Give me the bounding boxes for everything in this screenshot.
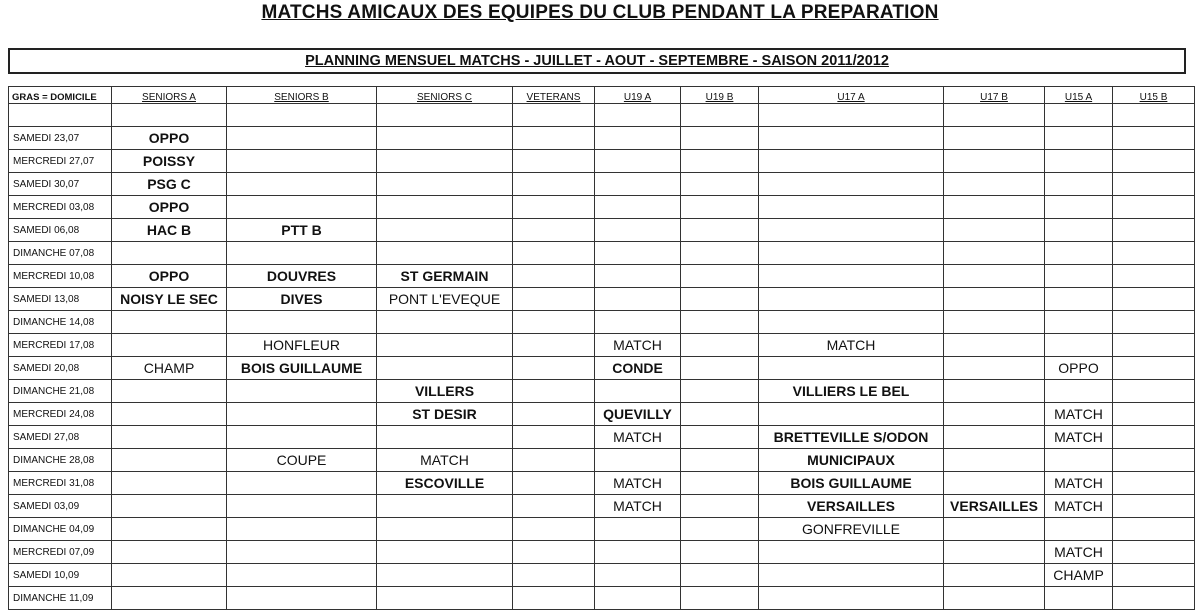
match-cell: CONDE: [595, 357, 681, 380]
match-cell: [759, 541, 944, 564]
table-row: [9, 242, 1195, 265]
match-cell: [227, 426, 377, 449]
column-header: U17 A: [759, 87, 944, 104]
match-cell: [759, 196, 944, 219]
table-row: [9, 541, 1195, 564]
table-row: [9, 150, 1195, 173]
table-row: [9, 587, 1195, 610]
match-cell: [944, 265, 1045, 288]
date-cell: MERCREDI 24,08: [9, 403, 112, 426]
spacer-cell: [1045, 104, 1113, 127]
date-cell: SAMEDI 30,07: [9, 173, 112, 196]
match-cell: [112, 403, 227, 426]
match-cell: [681, 403, 759, 426]
match-cell: OPPO: [112, 127, 227, 150]
match-cell: [513, 587, 595, 610]
date-cell: SAMEDI 10,09: [9, 564, 112, 587]
date-cell: DIMANCHE 04,09: [9, 518, 112, 541]
match-cell: [595, 541, 681, 564]
match-cell: [513, 242, 595, 265]
match-cell: [112, 449, 227, 472]
date-cell: MERCREDI 10,08: [9, 265, 112, 288]
table-row: [9, 449, 1195, 472]
match-cell: [1113, 541, 1195, 564]
match-cell: [595, 242, 681, 265]
match-cell: NOISY LE SEC: [112, 288, 227, 311]
date-cell: MERCREDI 17,08: [9, 334, 112, 357]
match-cell: MATCH: [1045, 541, 1113, 564]
match-cell: [681, 334, 759, 357]
match-cell: [1113, 173, 1195, 196]
match-cell: [681, 288, 759, 311]
match-cell: [1045, 518, 1113, 541]
table-row: [9, 426, 1195, 449]
match-cell: [595, 564, 681, 587]
match-cell: [1045, 173, 1113, 196]
table-header-row: [9, 87, 1195, 104]
match-cell: PONT L'EVEQUE: [377, 288, 513, 311]
match-cell: [759, 127, 944, 150]
match-cell: [1113, 127, 1195, 150]
match-cell: MATCH: [1045, 403, 1113, 426]
match-cell: [513, 495, 595, 518]
match-cell: MATCH: [595, 472, 681, 495]
match-cell: [944, 426, 1045, 449]
match-cell: [759, 242, 944, 265]
match-cell: [681, 541, 759, 564]
match-cell: [227, 127, 377, 150]
match-cell: [595, 219, 681, 242]
table-row: [9, 265, 1195, 288]
match-cell: [377, 426, 513, 449]
match-cell: MUNICIPAUX: [759, 449, 944, 472]
spacer-cell: [9, 104, 112, 127]
match-cell: MATCH: [595, 426, 681, 449]
column-header: U15 A: [1045, 87, 1113, 104]
match-cell: [1113, 288, 1195, 311]
match-cell: [681, 242, 759, 265]
match-cell: DIVES: [227, 288, 377, 311]
column-header: U19 B: [681, 87, 759, 104]
match-cell: [377, 541, 513, 564]
table-row: [9, 311, 1195, 334]
match-cell: ESCOVILLE: [377, 472, 513, 495]
match-cell: [944, 242, 1045, 265]
table-row: [9, 219, 1195, 242]
match-cell: [377, 334, 513, 357]
column-header: U19 A: [595, 87, 681, 104]
match-cell: [1045, 449, 1113, 472]
match-cell: [227, 380, 377, 403]
match-cell: HONFLEUR: [227, 334, 377, 357]
match-cell: [227, 472, 377, 495]
match-cell: MATCH: [595, 495, 681, 518]
match-cell: [681, 311, 759, 334]
match-cell: [759, 219, 944, 242]
match-cell: [1113, 334, 1195, 357]
match-cell: [681, 357, 759, 380]
match-cell: [759, 288, 944, 311]
spacer-cell: [595, 104, 681, 127]
match-cell: [944, 403, 1045, 426]
table-row: [9, 196, 1195, 219]
match-cell: [513, 380, 595, 403]
match-cell: [377, 587, 513, 610]
match-cell: VERSAILLES: [759, 495, 944, 518]
match-cell: [1045, 127, 1113, 150]
spacer-cell: [681, 104, 759, 127]
match-cell: [595, 518, 681, 541]
match-cell: [681, 380, 759, 403]
match-cell: [681, 564, 759, 587]
match-cell: [1113, 587, 1195, 610]
match-cell: [513, 564, 595, 587]
date-cell: DIMANCHE 21,08: [9, 380, 112, 403]
spacer-cell: [513, 104, 595, 127]
match-cell: [112, 564, 227, 587]
match-cell: [595, 196, 681, 219]
match-cell: [227, 173, 377, 196]
match-cell: VILLIERS LE BEL: [759, 380, 944, 403]
match-cell: [112, 242, 227, 265]
match-cell: [227, 518, 377, 541]
match-cell: [377, 127, 513, 150]
match-cell: [1113, 150, 1195, 173]
match-cell: [227, 311, 377, 334]
match-cell: [759, 265, 944, 288]
match-cell: [112, 426, 227, 449]
table-row: [9, 288, 1195, 311]
match-cell: [681, 127, 759, 150]
match-cell: [681, 472, 759, 495]
match-cell: MATCH: [1045, 472, 1113, 495]
match-cell: [1045, 380, 1113, 403]
match-cell: [944, 357, 1045, 380]
match-cell: [1113, 196, 1195, 219]
date-cell: SAMEDI 23,07: [9, 127, 112, 150]
match-cell: [1113, 219, 1195, 242]
match-cell: [377, 173, 513, 196]
date-cell: DIMANCHE 14,08: [9, 311, 112, 334]
match-cell: [681, 518, 759, 541]
match-cell: [1113, 265, 1195, 288]
match-cell: [1045, 150, 1113, 173]
match-cell: [227, 403, 377, 426]
match-cell: [1045, 265, 1113, 288]
match-cell: [595, 380, 681, 403]
match-cell: MATCH: [595, 334, 681, 357]
match-cell: [112, 311, 227, 334]
match-cell: [227, 196, 377, 219]
match-cell: VILLERS: [377, 380, 513, 403]
match-cell: [513, 449, 595, 472]
match-cell: [944, 196, 1045, 219]
date-cell: SAMEDI 06,08: [9, 219, 112, 242]
match-cell: [112, 518, 227, 541]
match-cell: [1113, 242, 1195, 265]
match-cell: [1045, 587, 1113, 610]
match-cell: VERSAILLES: [944, 495, 1045, 518]
match-cell: [1045, 242, 1113, 265]
match-cell: [227, 564, 377, 587]
spacer-cell: [1113, 104, 1195, 127]
table-row: [9, 357, 1195, 380]
table-row: [9, 564, 1195, 587]
match-cell: [759, 173, 944, 196]
match-cell: [513, 219, 595, 242]
table-body: [9, 104, 1195, 610]
match-cell: BOIS GUILLAUME: [759, 472, 944, 495]
match-cell: [681, 196, 759, 219]
date-cell: SAMEDI 27,08: [9, 426, 112, 449]
match-cell: [377, 242, 513, 265]
match-cell: [513, 403, 595, 426]
match-cell: [681, 449, 759, 472]
match-cell: MATCH: [759, 334, 944, 357]
match-cell: DOUVRES: [227, 265, 377, 288]
date-cell: DIMANCHE 28,08: [9, 449, 112, 472]
match-cell: [681, 426, 759, 449]
page-title: MATCHS AMICAUX DES EQUIPES DU CLUB PENDANT LA PREPARATION: [261, 2, 939, 23]
match-cell: [1045, 311, 1113, 334]
match-cell: HAC B: [112, 219, 227, 242]
table-row: [9, 495, 1195, 518]
spacer-cell: [227, 104, 377, 127]
match-cell: [513, 288, 595, 311]
match-cell: [681, 265, 759, 288]
column-header: SENIORS B: [227, 87, 377, 104]
match-cell: [944, 311, 1045, 334]
match-cell: [513, 357, 595, 380]
match-cell: OPPO: [1045, 357, 1113, 380]
column-header: U15 B: [1113, 87, 1195, 104]
date-cell: MERCREDI 27,07: [9, 150, 112, 173]
match-cell: [513, 196, 595, 219]
match-cell: [595, 173, 681, 196]
match-cell: [112, 472, 227, 495]
planning-subtitle-text: PLANNING MENSUEL MATCHS - JUILLET - AOUT - SEPTEMBRE - SAISON 2011/2012: [305, 53, 889, 69]
match-cell: [944, 472, 1045, 495]
match-cell: [513, 150, 595, 173]
match-cell: OPPO: [112, 265, 227, 288]
match-cell: MATCH: [1045, 495, 1113, 518]
match-cell: ST GERMAIN: [377, 265, 513, 288]
match-cell: [1113, 518, 1195, 541]
match-cell: [513, 334, 595, 357]
column-header: SENIORS A: [112, 87, 227, 104]
match-cell: [1045, 219, 1113, 242]
match-cell: OPPO: [112, 196, 227, 219]
table-row: [9, 173, 1195, 196]
match-cell: [513, 173, 595, 196]
match-cell: [112, 541, 227, 564]
table-row: [9, 127, 1195, 150]
match-cell: [377, 495, 513, 518]
match-cell: [1113, 449, 1195, 472]
match-cell: [513, 265, 595, 288]
table-row: [9, 403, 1195, 426]
date-cell: MERCREDI 03,08: [9, 196, 112, 219]
date-cell: DIMANCHE 11,09: [9, 587, 112, 610]
match-cell: [595, 288, 681, 311]
match-cell: [595, 311, 681, 334]
match-cell: BOIS GUILLAUME: [227, 357, 377, 380]
match-cell: [944, 449, 1045, 472]
table-row: [9, 380, 1195, 403]
match-cell: [944, 564, 1045, 587]
match-cell: [681, 219, 759, 242]
match-cell: CHAMP: [112, 357, 227, 380]
match-cell: [377, 150, 513, 173]
match-cell: COUPE: [227, 449, 377, 472]
spacer-cell: [759, 104, 944, 127]
date-cell: MERCREDI 07,09: [9, 541, 112, 564]
match-cell: [377, 196, 513, 219]
column-header-legend: GRAS = DOMICILE: [9, 87, 112, 104]
match-cell: [681, 173, 759, 196]
match-cell: PSG C: [112, 173, 227, 196]
match-cell: [513, 541, 595, 564]
match-cell: [1045, 334, 1113, 357]
match-cell: [595, 150, 681, 173]
match-cell: [944, 288, 1045, 311]
match-cell: [759, 150, 944, 173]
match-cell: [112, 380, 227, 403]
match-cell: [377, 311, 513, 334]
match-cell: [227, 242, 377, 265]
match-cell: [1113, 426, 1195, 449]
match-cell: [944, 334, 1045, 357]
match-cell: QUEVILLY: [595, 403, 681, 426]
match-cell: [944, 150, 1045, 173]
planning-subtitle: [8, 48, 1186, 74]
match-cell: [377, 564, 513, 587]
match-cell: [112, 587, 227, 610]
date-cell: SAMEDI 03,09: [9, 495, 112, 518]
match-cell: [759, 403, 944, 426]
date-cell: MERCREDI 31,08: [9, 472, 112, 495]
spacer-cell: [944, 104, 1045, 127]
match-cell: [513, 518, 595, 541]
table-row: [9, 518, 1195, 541]
spacer-cell: [377, 104, 513, 127]
match-cell: [227, 587, 377, 610]
match-cell: [112, 334, 227, 357]
match-cell: [513, 127, 595, 150]
match-cell: [944, 219, 1045, 242]
match-cell: [944, 173, 1045, 196]
match-cell: [595, 587, 681, 610]
match-cell: [377, 219, 513, 242]
match-cell: PTT B: [227, 219, 377, 242]
match-cell: [595, 265, 681, 288]
match-cell: [377, 518, 513, 541]
match-cell: [513, 472, 595, 495]
match-cell: [595, 449, 681, 472]
match-cell: [1113, 380, 1195, 403]
match-cell: [595, 127, 681, 150]
header-spacer-row: [9, 104, 1195, 127]
table-row: [9, 334, 1195, 357]
match-cell: [759, 564, 944, 587]
column-header: VETERANS: [513, 87, 595, 104]
match-cell: [944, 541, 1045, 564]
match-cell: [759, 311, 944, 334]
match-cell: [227, 495, 377, 518]
date-cell: DIMANCHE 07,08: [9, 242, 112, 265]
match-cell: [759, 587, 944, 610]
match-cell: [681, 587, 759, 610]
match-cell: [944, 518, 1045, 541]
match-cell: [1113, 472, 1195, 495]
match-cell: [1113, 403, 1195, 426]
match-cell: [1113, 495, 1195, 518]
match-cell: [227, 150, 377, 173]
match-cell: MATCH: [377, 449, 513, 472]
table-row: [9, 472, 1195, 495]
match-cell: [513, 426, 595, 449]
spacer-cell: [112, 104, 227, 127]
match-cell: [944, 587, 1045, 610]
match-cell: MATCH: [1045, 426, 1113, 449]
match-cell: [1113, 357, 1195, 380]
date-cell: SAMEDI 20,08: [9, 357, 112, 380]
match-cell: [513, 311, 595, 334]
column-header: SENIORS C: [377, 87, 513, 104]
match-cell: [944, 127, 1045, 150]
match-cell: [112, 495, 227, 518]
match-cell: [1045, 288, 1113, 311]
match-cell: GONFREVILLE: [759, 518, 944, 541]
match-cell: [681, 495, 759, 518]
match-cell: [1045, 196, 1113, 219]
match-cell: [1113, 311, 1195, 334]
date-cell: SAMEDI 13,08: [9, 288, 112, 311]
match-cell: [681, 150, 759, 173]
match-cell: [759, 357, 944, 380]
planning-table: [8, 86, 1195, 610]
match-cell: POISSY: [112, 150, 227, 173]
match-cell: ST DESIR: [377, 403, 513, 426]
match-cell: [227, 541, 377, 564]
match-cell: [944, 380, 1045, 403]
match-cell: BRETTEVILLE S/ODON: [759, 426, 944, 449]
match-cell: [1113, 564, 1195, 587]
column-header: U17 B: [944, 87, 1045, 104]
match-cell: CHAMP: [1045, 564, 1113, 587]
match-cell: [377, 357, 513, 380]
